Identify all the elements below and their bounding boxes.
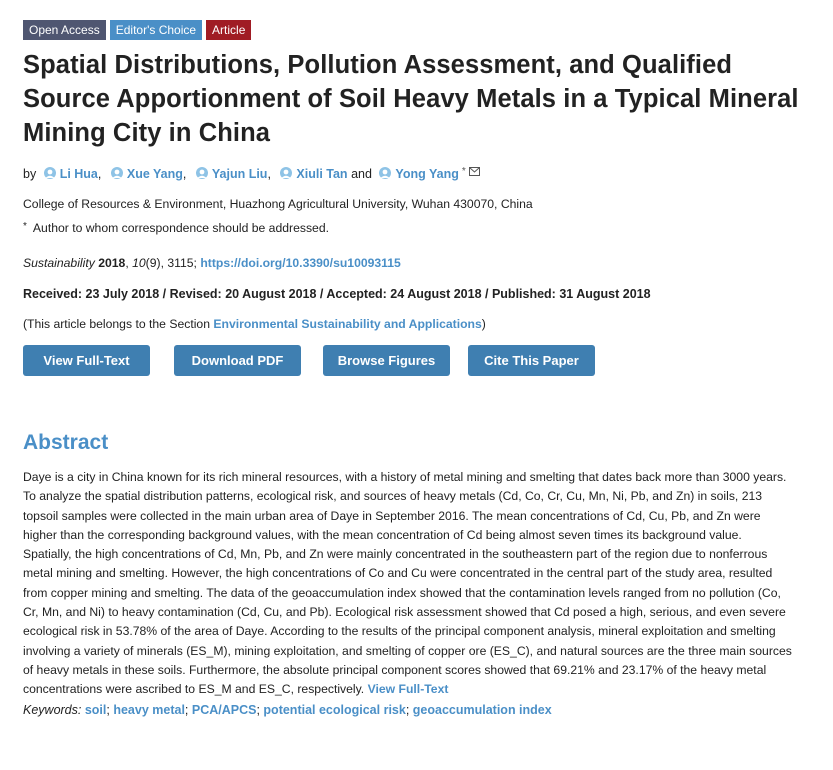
author-link[interactable]: Yajun Liu <box>211 167 268 181</box>
publication-dates: Received: 23 July 2018 / Revised: 20 August 2018 / Accepted: 24 August 2018 / Published: 31 August 2018 <box>23 287 651 301</box>
affiliation: College of Resources & Environment, Huazhong Agricultural University, Wuhan 430070, China <box>23 197 533 211</box>
keyword-link[interactable]: potential ecological risk <box>263 702 406 717</box>
citation-issue: (9), 3115; <box>145 256 197 270</box>
citation-line: Sustainability 2018, 10(9), 3115; https://doi.org/10.3390/su10093115 <box>23 256 401 270</box>
author-avatar-icon <box>43 167 57 180</box>
article-title: Spatial Distributions, Pollution Assessment, and Qualified Source Apportionment of Soil Heavy Metals in a Typical Mineral Mining City in China <box>23 51 799 147</box>
correspondence-mark: * <box>23 221 27 232</box>
author-avatar-icon <box>279 167 293 180</box>
author-avatar-icon <box>195 167 209 180</box>
action-buttons <box>23 345 813 376</box>
section-prefix: (This article belongs to the Section <box>23 317 210 331</box>
keyword-link[interactable]: geoaccumulation index <box>412 702 552 717</box>
author-link[interactable]: Xue Yang <box>126 167 183 181</box>
mail-icon[interactable] <box>469 167 480 176</box>
browse-figures-button[interactable]: Browse Figures <box>323 345 450 376</box>
keyword-link[interactable]: soil <box>84 702 107 717</box>
open-access-badge[interactable]: Open Access <box>23 20 106 40</box>
correspondence-text: Author to whom correspondence should be addressed. <box>32 221 329 235</box>
author-avatar-icon <box>378 167 392 180</box>
abstract-heading: Abstract <box>23 431 109 454</box>
download-pdf-button[interactable]: Download PDF <box>174 345 301 376</box>
author-link[interactable]: Xiuli Tan <box>296 167 348 181</box>
author-avatar-icon <box>110 167 124 180</box>
abstract-text: Daye is a city in China known for its rich mineral resources, with a history of metal mining and smelting that dates back more than 3000 years. To analyze the spatial distribution patterns, ecological risk, and sources of heavy metals (Cd, Co, Cr, Cu, Mn, Ni, Pb, and Zn) in soils, 213 topsoil samples were collected in the main urban area of Daye in September 2016. The mean concentrations of Cd, Cu, Pb, and Zn were higher than the corresponding background values, with the mean concentration of Cd being almost seven times its background value. Spatially, the high concentrations of Cd, Mn, Pb, and Zn were mainly concentrated in the southeastern part of the region due to nonferrous metal mining and smelting. However, the high concentrations of Co and Cu were concentrated in the central part of the study area, resulted from copper mining and smelting. The data of the geoaccumulation index showed that the contamination levels ranged from no pollution (Co, Cr, Mn, and Ni) to heavy contamination (Cd, Cu, and Pb). Ecological risk assessment showed that Cd posed a high, serious, and even severe ecological risk in 53.78% of the area of Daye. According to the results of the principal component analysis, mineral exploitation and smelting involving a variety of minerals (ES_M), mining exploitation, and smelting of copper ore (ES_C), and natural sources are the three main sources of heavy metals in these soils. Furthermore, the absolute principal component scores showed that 69.21% and 23.17% of the heavy metal concentrations were ascribed to ES_M and ES_C, respectively. <box>23 470 792 697</box>
by-label: by <box>23 167 37 181</box>
article-type-badge: Article <box>206 20 251 40</box>
citation-volume: 10 <box>132 256 146 270</box>
keyword-link[interactable]: PCA/APCS <box>191 702 257 717</box>
author-list: by Li Hua, Xue Yang, Yajun Liu, Xiuli Tan and Yong Yang * <box>23 163 813 183</box>
author-link[interactable]: Li Hua <box>59 167 98 181</box>
section-suffix: ) <box>481 317 486 331</box>
corresponding-mark: * <box>461 166 466 177</box>
abstract-full-text-link[interactable]: View Full-Text <box>367 682 449 697</box>
author-link[interactable]: Yong Yang <box>395 167 459 181</box>
keyword-link[interactable]: heavy metal <box>113 702 185 717</box>
journal-name: Sustainability <box>23 256 95 270</box>
badge-row <box>23 20 813 40</box>
cite-this-paper-button[interactable]: Cite This Paper <box>468 345 595 376</box>
keywords-label: Keywords: <box>23 702 82 717</box>
section-link[interactable]: Environmental Sustainability and Applications <box>213 317 482 331</box>
article-header <box>23 20 813 719</box>
citation-year: 2018 <box>98 256 126 270</box>
keywords-line: Keywords: soil; heavy metal; PCA/APCS; potential ecological risk; geoaccumulation index <box>23 702 552 717</box>
section-line <box>23 315 813 333</box>
abstract-body <box>23 468 793 700</box>
view-full-text-button[interactable]: View Full-Text <box>23 345 150 376</box>
correspondence-note <box>23 218 813 237</box>
editors-choice-badge[interactable]: Editor's Choice <box>110 20 202 40</box>
and-label: and <box>351 167 372 181</box>
doi-link[interactable]: https://doi.org/10.3390/su10093115 <box>200 256 401 270</box>
